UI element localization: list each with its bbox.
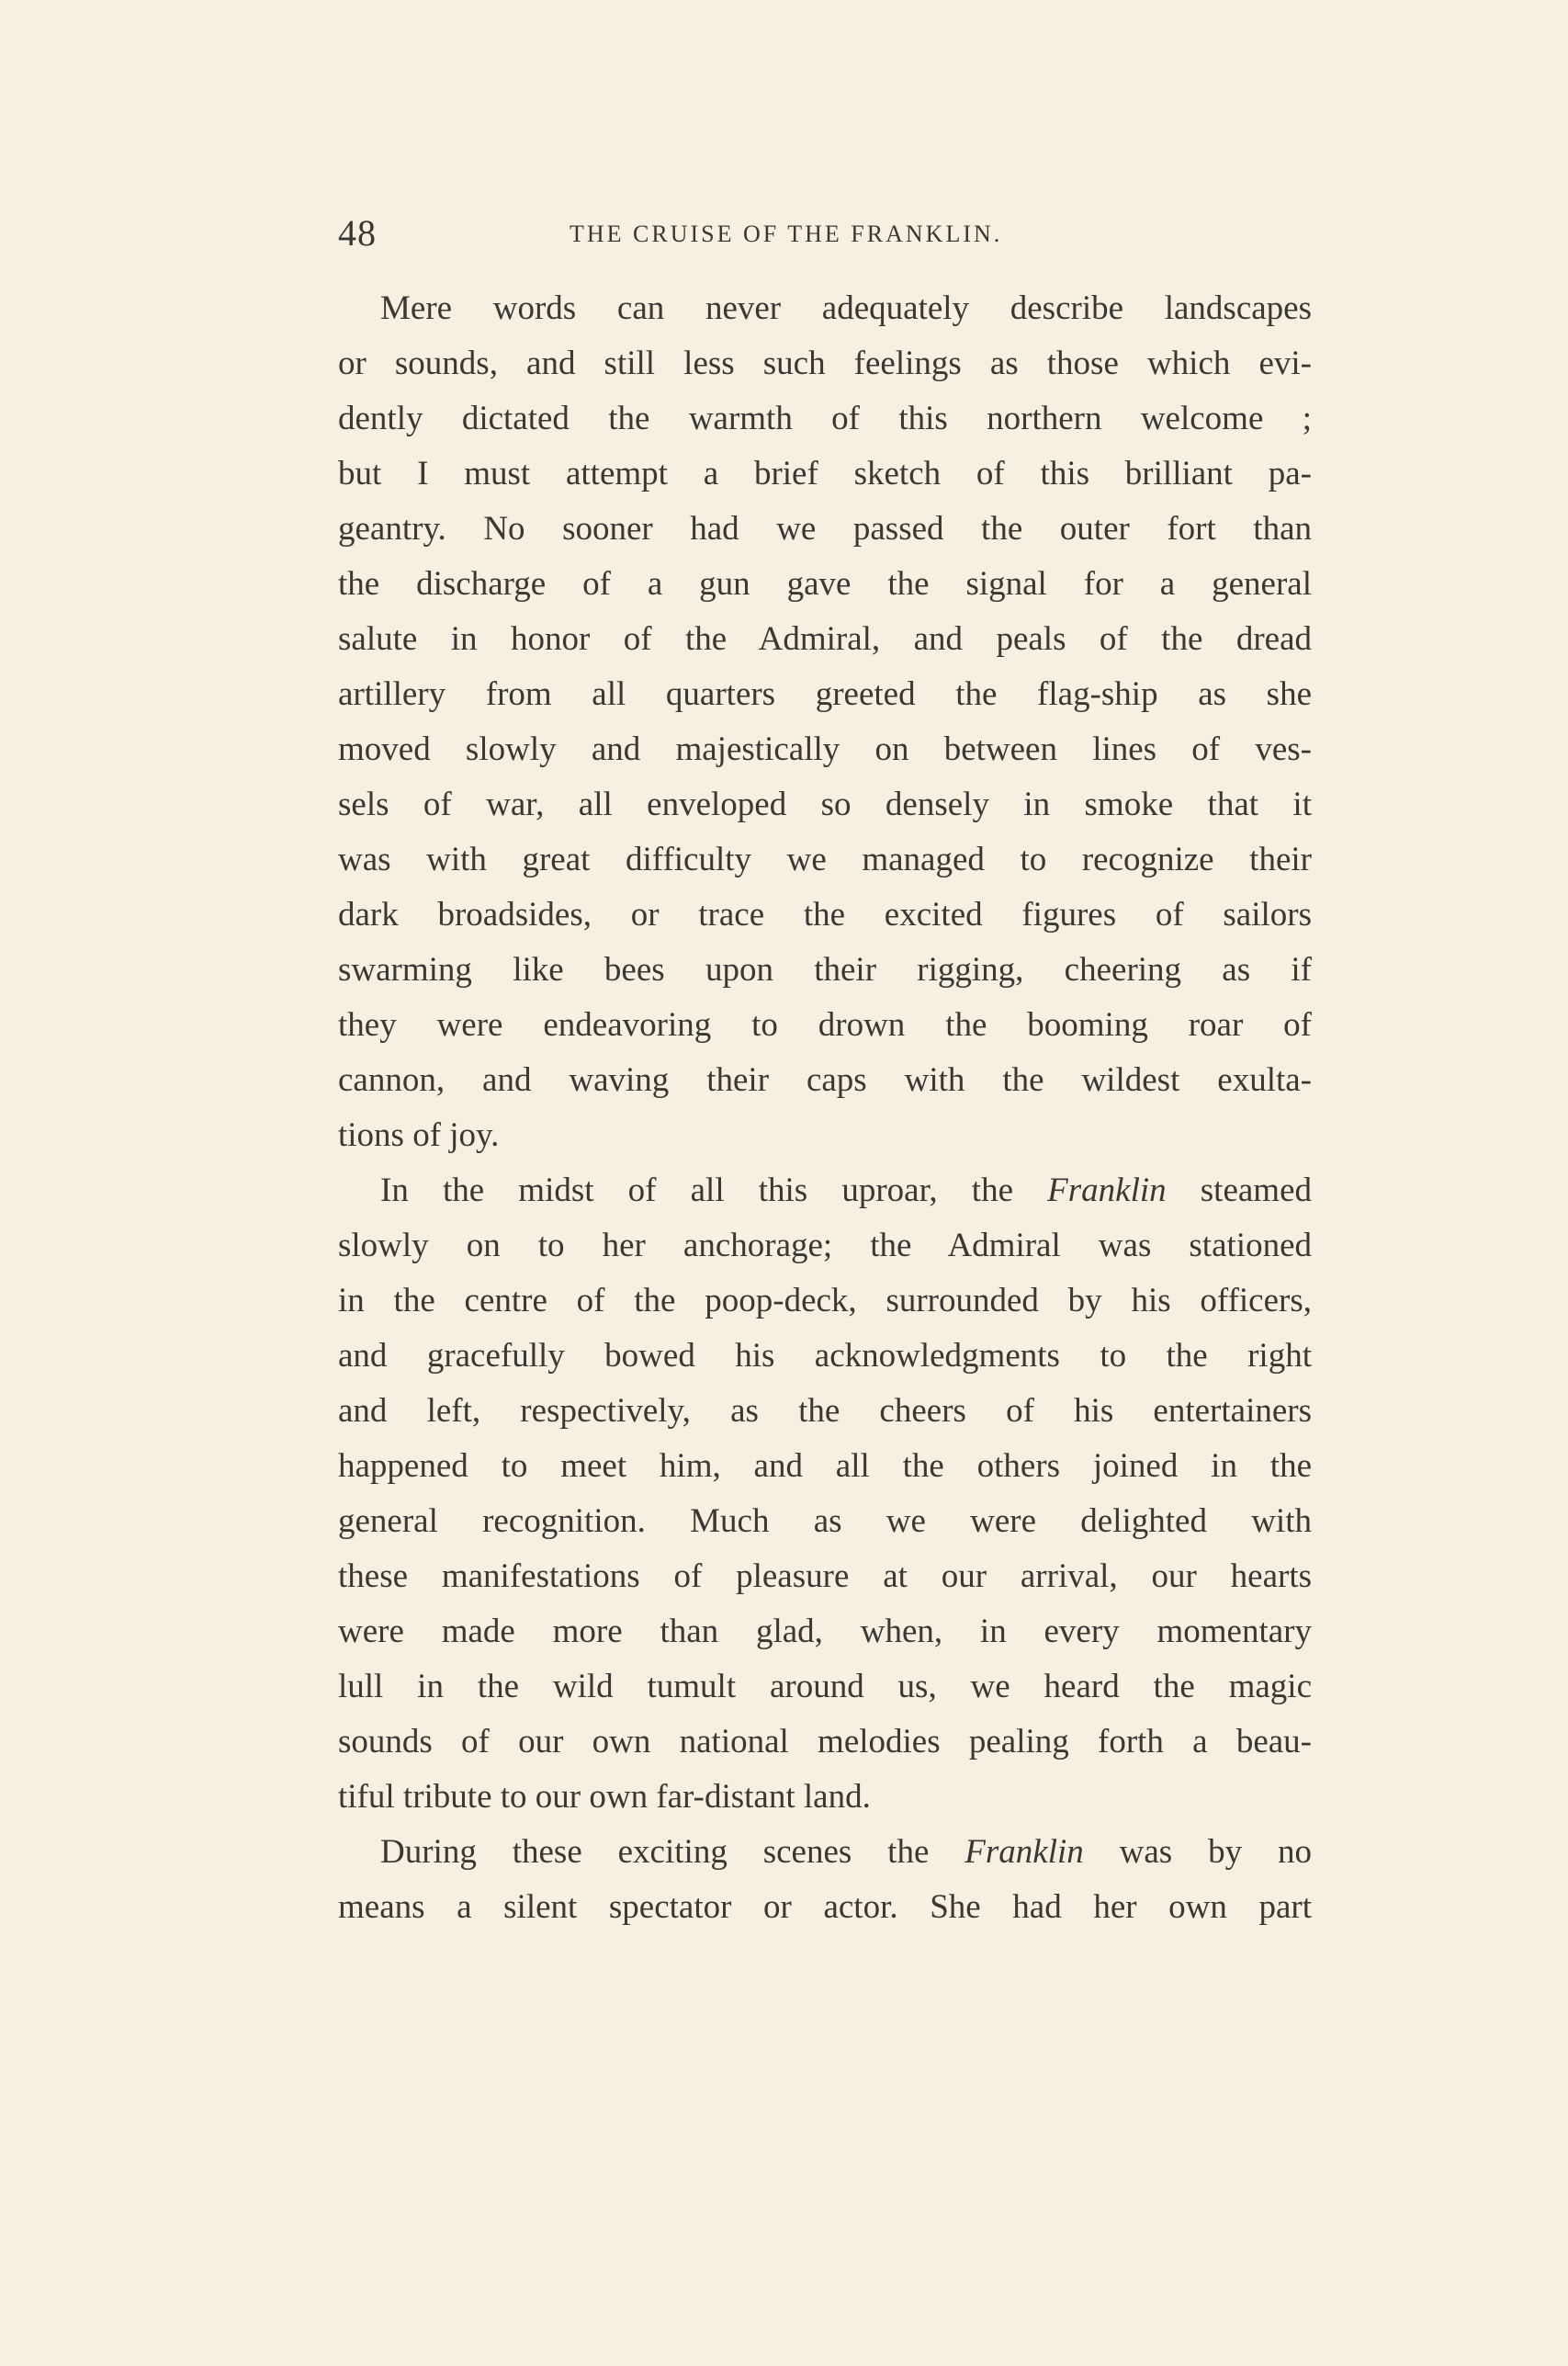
text-line: they were endeavoring to drown the booming roar of: [338, 1006, 1312, 1044]
text-line: dark broadsides, or trace the excited figures of sailors: [338, 896, 1312, 934]
text-line: and gracefully bowed his acknowledgments to the right: [338, 1337, 1312, 1375]
page-number: 48: [338, 212, 377, 254]
text-run: In the midst of all this uproar, the: [380, 1172, 1048, 1209]
running-title: THE CRUISE OF THE FRANKLIN.: [570, 221, 1003, 247]
text-line: geantry. No sooner had we passed the outer fort than: [338, 510, 1312, 548]
text-run: During these exciting scenes the: [380, 1833, 965, 1871]
text-line: in the centre of the poop-deck, surrounded by his officers,: [338, 1282, 1312, 1319]
text-line: tiful tribute to our own far-distant land.: [338, 1778, 871, 1816]
text-line: was with great difficulty we managed to recognize their: [338, 841, 1312, 878]
text-line: tions of joy.: [338, 1116, 500, 1154]
paragraph-2: [338, 1163, 1312, 1825]
text-line: salute in honor of the Admiral, and peals of the dread: [338, 620, 1312, 658]
text-line: means a silent spectator or actor. She had her own part: [338, 1888, 1312, 1926]
body-text: [338, 281, 1312, 1935]
text-line: sels of war, all enveloped so densely in smoke that it: [338, 786, 1312, 823]
text-line: were made more than glad, when, in every momentary: [338, 1613, 1312, 1650]
text-line: and left, respectively, as the cheers of his entertainers: [338, 1392, 1312, 1430]
text-line: artillery from all quarters greeted the flag-ship as she: [338, 675, 1312, 713]
text-line: these manifestations of pleasure at our arrival, our hearts: [338, 1557, 1312, 1595]
text-line: lull in the wild tumult around us, we heard the magic: [338, 1668, 1312, 1705]
paragraph-3: [338, 1825, 1312, 1935]
text-line: or sounds, and still less such feelings as those which evi-: [338, 345, 1312, 382]
text-line: sounds of our own national melodies pealing forth a beau-: [338, 1723, 1312, 1760]
text-line: Mere words can never adequately describe landscapes: [380, 289, 1312, 327]
text-line: swarming like bees upon their rigging, cheering as if: [338, 951, 1312, 989]
text-line: happened to meet him, and all the others joined in the: [338, 1447, 1312, 1485]
text-line: moved slowly and majestically on between lines of ves-: [338, 730, 1312, 768]
text-line: but I must attempt a brief sketch of this brilliant pa-: [338, 455, 1312, 492]
text-line: dently dictated the warmth of this northern welcome ;: [338, 400, 1312, 437]
text-line: general recognition. Much as we were delighted with: [338, 1502, 1312, 1540]
text-line: the discharge of a gun gave the signal for a general: [338, 565, 1312, 603]
text-line: [338, 1825, 1312, 1880]
text-run: steamed: [1166, 1172, 1313, 1209]
ship-name: Franklin: [1047, 1172, 1167, 1209]
text-line: slowly on to her anchorage; the Admiral was stationed: [338, 1227, 1312, 1264]
text-line: [338, 1163, 1312, 1218]
text-line: cannon, and waving their caps with the wildest exulta-: [338, 1061, 1312, 1099]
ship-name: Franklin: [964, 1833, 1084, 1871]
text-run: was by no: [1083, 1833, 1312, 1871]
page-header: [338, 211, 1312, 257]
paragraph-1: [338, 281, 1312, 1163]
